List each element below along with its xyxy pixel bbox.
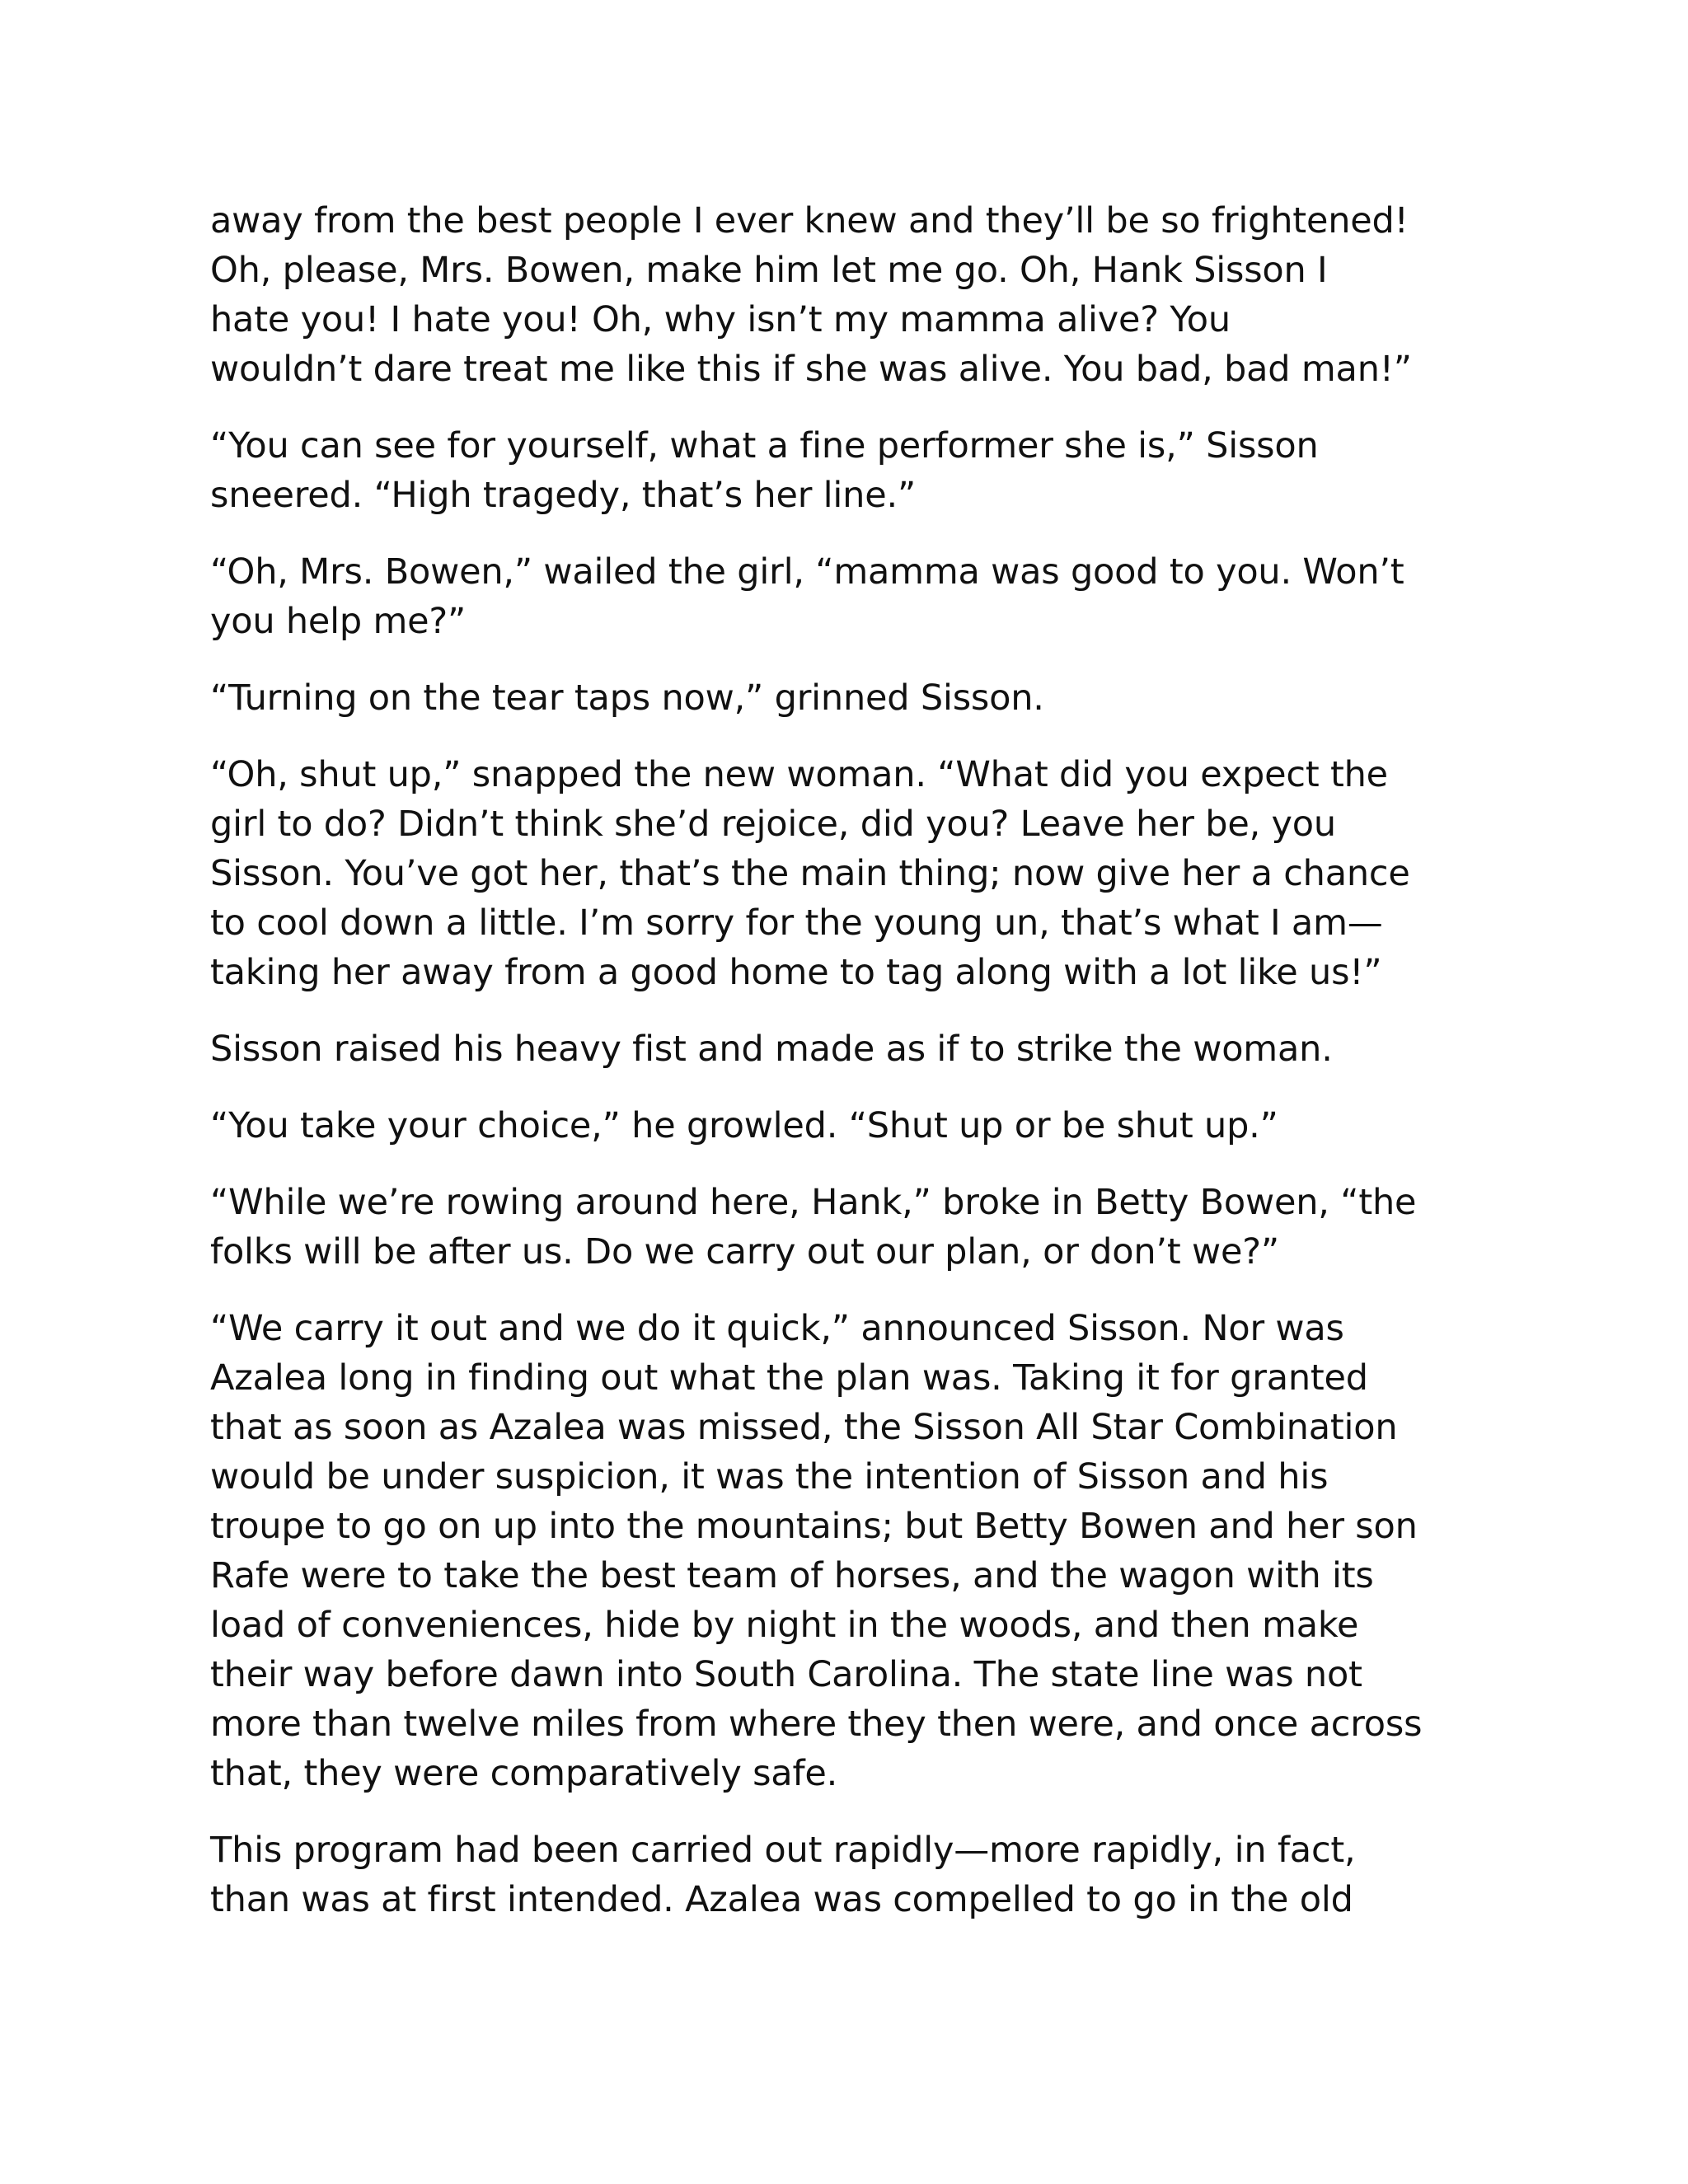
text-line: taking her away from a good home to tag along with a lot like us!”: [210, 952, 1382, 993]
text-line: “You can see for yourself, what a fine performer she is,” Sisson: [210, 425, 1319, 466]
text-line: “While we’re rowing around here, Hank,” broke in Betty Bowen, “the: [210, 1182, 1417, 1223]
text-line: than was at first intended. Azalea was compelled to go in the old: [210, 1879, 1353, 1920]
text-line: folks will be after us. Do we carry out our plan, or don’t we?”: [210, 1231, 1279, 1272]
paragraph: [210, 1101, 1496, 1151]
paragraph: [210, 1024, 1496, 1074]
text-line: troupe to go on up into the mountains; but Betty Bowen and her son: [210, 1506, 1418, 1547]
paragraph: [210, 196, 1496, 394]
paragraph: [210, 750, 1496, 997]
text-line: Sisson. You’ve got her, that’s the main thing; now give her a chance: [210, 853, 1410, 894]
paragraph: [210, 421, 1496, 520]
paragraph: [210, 1304, 1496, 1798]
text-line: load of conveniences, hide by night in the woods, and then make: [210, 1605, 1359, 1646]
text-line: “Oh, shut up,” snapped the new woman. “What did you expect the: [210, 754, 1388, 795]
text-line: Azalea long in finding out what the plan was. Taking it for granted: [210, 1357, 1368, 1399]
text-line: you help me?”: [210, 601, 467, 642]
text-line: would be under suspicion, it was the intention of Sisson and his: [210, 1456, 1329, 1497]
text-line: Sisson raised his heavy fist and made as if to strike the woman.: [210, 1029, 1333, 1070]
text-line: “Turning on the tear taps now,” grinned Sisson.: [210, 677, 1044, 719]
text-line: This program had been carried out rapidly—more rapidly, in fact,: [210, 1830, 1356, 1871]
text-line: Oh, please, Mrs. Bowen, make him let me go. Oh, Hank Sisson I: [210, 250, 1328, 291]
text-line: sneered. “High tragedy, that’s her line.”: [210, 475, 917, 516]
body-text: [210, 196, 1496, 1952]
text-line: that as soon as Azalea was missed, the Sisson All Star Combination: [210, 1407, 1398, 1448]
text-line: Rafe were to take the best team of horses, and the wagon with its: [210, 1555, 1374, 1596]
paragraph: [210, 1178, 1496, 1277]
text-line: more than twelve miles from where they then were, and once across: [210, 1704, 1423, 1745]
text-line: their way before dawn into South Carolina. The state line was not: [210, 1654, 1362, 1695]
text-line: to cool down a little. I’m sorry for the young un, that’s what I am—: [210, 902, 1383, 944]
text-line: “We carry it out and we do it quick,” announced Sisson. Nor was: [210, 1308, 1344, 1349]
text-line: that, they were comparatively safe.: [210, 1753, 838, 1794]
text-line: away from the best people I ever knew and they’ll be so frightened!: [210, 200, 1409, 241]
paragraph: [210, 547, 1496, 646]
text-line: “You take your choice,” he growled. “Shut up or be shut up.”: [210, 1105, 1278, 1146]
text-line: “Oh, Mrs. Bowen,” wailed the girl, “mamma was good to you. Won’t: [210, 551, 1404, 593]
text-line: hate you! I hate you! Oh, why isn’t my mamma alive? You: [210, 299, 1231, 340]
paragraph: [210, 1825, 1496, 1924]
paragraph: [210, 673, 1496, 723]
text-line: girl to do? Didn’t think she’d rejoice, did you? Leave her be, you: [210, 804, 1336, 845]
text-line: wouldn’t dare treat me like this if she was alive. You bad, bad man!”: [210, 349, 1412, 390]
